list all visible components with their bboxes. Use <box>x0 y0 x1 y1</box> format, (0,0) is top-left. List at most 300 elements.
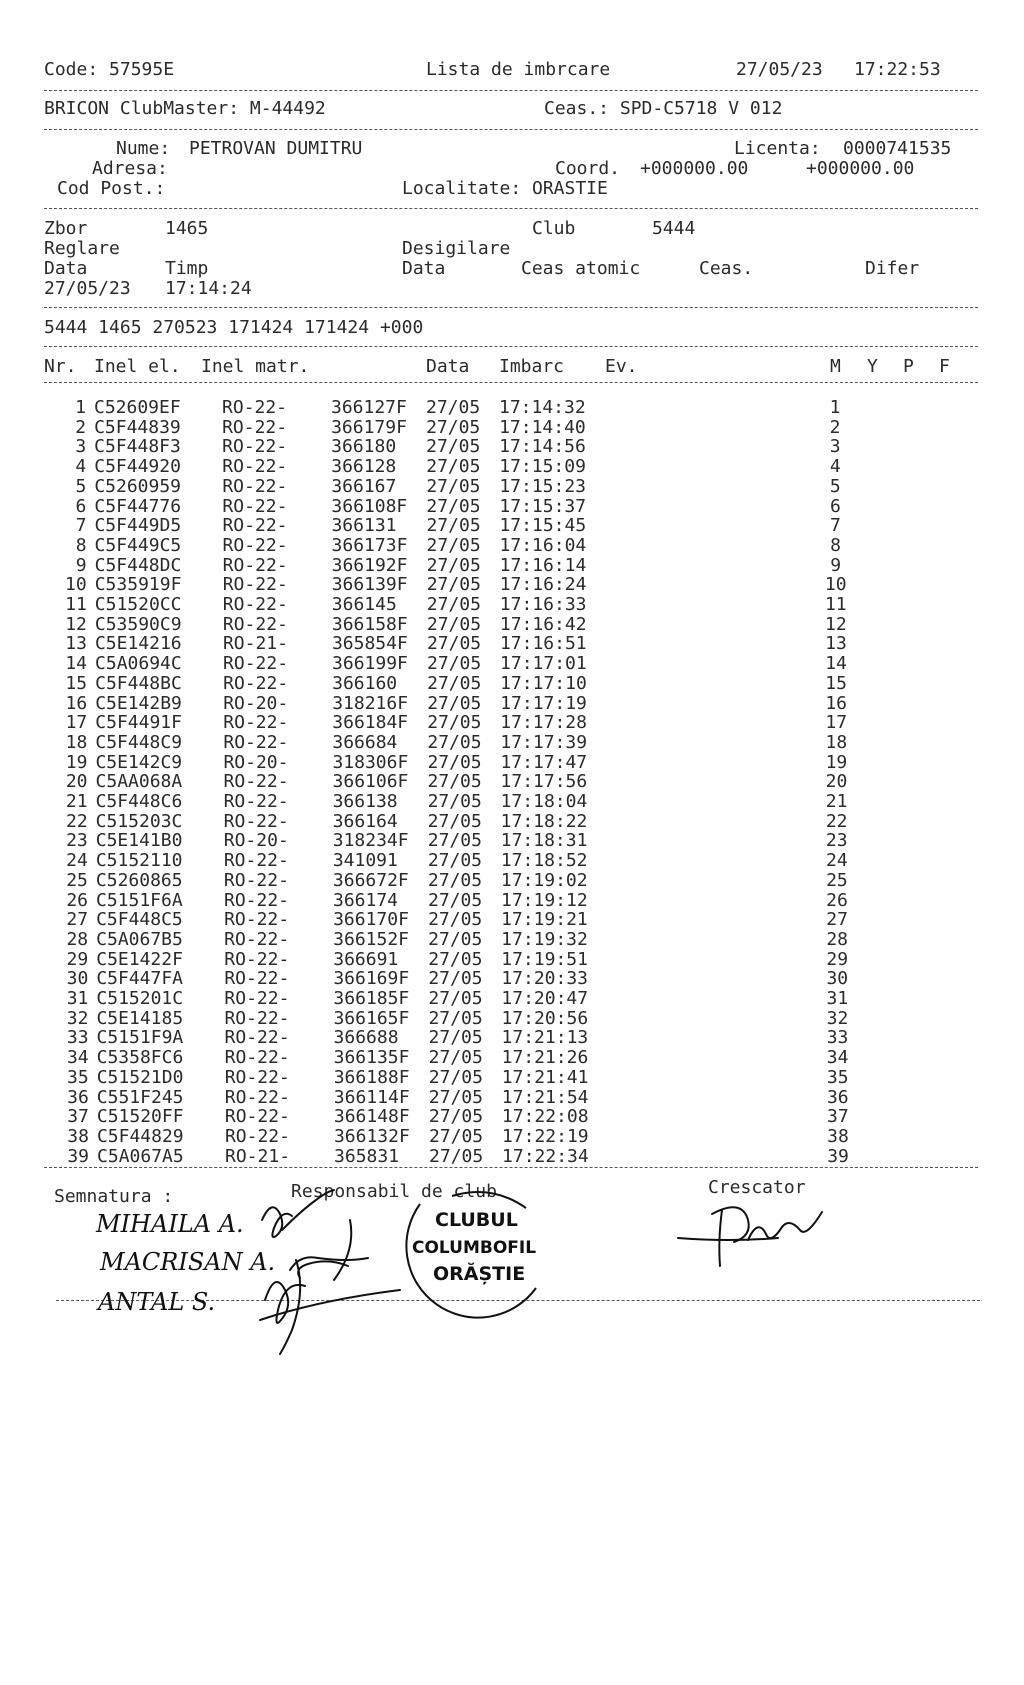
boarding-time: 17:17:28 <box>500 712 587 734</box>
row-number: 39 <box>67 1145 90 1167</box>
boarding-date: 27/05 <box>426 475 481 497</box>
locality-label: Localitate: <box>402 178 522 199</box>
electronic-ring: C5A0694C <box>95 653 182 675</box>
table-row <box>0 1009 1024 1029</box>
divider <box>44 346 978 347</box>
position-m: 4 <box>829 456 841 478</box>
summary-line: 5444 1465 270523 171424 171424 +000 <box>44 317 424 338</box>
boarding-time: 17:18:52 <box>500 850 588 872</box>
ring-serial: 365831 <box>334 1145 400 1167</box>
table-row <box>0 516 1024 536</box>
row-number: 19 <box>65 751 88 773</box>
position-m: 16 <box>825 692 848 714</box>
boarding-time: 17:15:37 <box>499 495 587 517</box>
setting-time: 17:14:24 <box>165 278 252 299</box>
position-m: 15 <box>825 672 847 694</box>
table-row <box>0 851 1024 871</box>
stamp-line-1: CLUBUL <box>435 1209 518 1231</box>
divider <box>44 1167 978 1168</box>
boarding-date: 27/05 <box>426 534 481 556</box>
position-m: 8 <box>830 534 841 556</box>
boarding-time: 17:21:54 <box>501 1086 589 1108</box>
date-label: Data <box>44 258 88 279</box>
license-label: Licenta: <box>734 138 821 159</box>
ring-country-year: RO-22- <box>223 791 289 812</box>
boarding-date: 27/05 <box>427 810 482 832</box>
boarding-time: 17:17:39 <box>500 731 588 753</box>
ring-country-year: RO-22- <box>222 534 288 556</box>
electronic-ring: C5260865 <box>95 869 183 891</box>
table-row <box>0 674 1024 694</box>
boarding-date: 27/05 <box>427 830 482 852</box>
locality-value: ORASTIE <box>532 178 608 199</box>
boarding-time: 17:19:32 <box>501 928 588 950</box>
table-row <box>0 1107 1024 1127</box>
ring-country-year: RO-22- <box>224 1106 290 1128</box>
ring-serial: 366108F <box>331 495 408 517</box>
electronic-ring: C5358FC6 <box>96 1047 184 1069</box>
boarding-time: 17:19:02 <box>500 869 588 891</box>
row-number: 15 <box>65 672 88 694</box>
ring-country-year: RO-22- <box>224 889 290 911</box>
owner-name: PETROVAN DUMITRU <box>189 138 363 159</box>
divider <box>44 307 978 308</box>
ring-country-year: RO-22- <box>224 968 290 990</box>
ring-country-year: RO-22- <box>222 416 288 438</box>
row-number: 35 <box>67 1066 89 1088</box>
ring-serial: 366188F <box>333 1066 410 1088</box>
atomic-clock-label: Ceas atomic <box>521 258 641 279</box>
ring-country-year: RO-22- <box>224 909 290 931</box>
ring-serial: 366688 <box>333 1027 399 1049</box>
table-row <box>0 536 1024 556</box>
table-row <box>0 654 1024 674</box>
position-m: 19 <box>825 751 848 773</box>
boarding-date: 27/05 <box>427 751 482 773</box>
boarding-time: 17:20:47 <box>501 988 589 1009</box>
ring-serial: 366167 <box>331 475 397 497</box>
handwritten-name-3: ANTAL S. <box>98 1288 216 1316</box>
position-m: 26 <box>826 889 848 911</box>
boarding-time: 17:20:33 <box>501 968 589 990</box>
document-title: Lista de imbrcare <box>426 59 611 80</box>
position-m: 29 <box>826 948 849 970</box>
electronic-ring: C5F448F3 <box>94 436 181 458</box>
boarding-time: 17:15:45 <box>499 515 587 537</box>
row-number: 3 <box>75 436 87 458</box>
row-number: 22 <box>65 810 88 832</box>
boarding-date: 27/05 <box>428 968 483 990</box>
divider <box>56 1300 980 1301</box>
col-header-y: Y <box>867 356 878 377</box>
electronic-ring: C51520CC <box>94 594 182 615</box>
position-m: 21 <box>825 791 848 812</box>
ring-serial: 318216F <box>332 692 409 714</box>
ring-serial: 318234F <box>332 830 409 852</box>
table-row <box>0 1088 1024 1108</box>
ring-serial: 341091 <box>332 850 398 872</box>
table-row <box>0 733 1024 753</box>
breeder-signature <box>678 1207 822 1266</box>
code-label: Code: 57595E <box>44 59 175 80</box>
table-row <box>0 595 1024 615</box>
signature-scribbles <box>260 1190 400 1354</box>
table-row <box>0 575 1024 595</box>
row-number: 28 <box>66 928 89 950</box>
electronic-ring: C5151F6A <box>96 889 183 911</box>
boarding-time: 17:22:34 <box>502 1145 589 1167</box>
clock-label: Ceas. <box>699 258 754 279</box>
boarding-time: 17:18:22 <box>500 810 588 832</box>
ring-serial: 366152F <box>333 928 410 950</box>
ring-serial: 366148F <box>333 1106 410 1128</box>
position-m: 31 <box>826 988 849 1009</box>
position-m: 7 <box>830 515 841 537</box>
ring-country-year: RO-22- <box>224 1047 290 1069</box>
position-m: 3 <box>829 436 841 458</box>
electronic-ring: C515201C <box>96 988 184 1009</box>
ring-country-year: RO-22- <box>222 613 288 635</box>
ring-country-year: RO-22- <box>223 810 289 832</box>
ring-country-year: RO-22- <box>224 1125 290 1147</box>
license-number: 0000741535 <box>843 138 952 159</box>
ring-serial: 366170F <box>333 909 409 931</box>
position-m: 9 <box>830 554 842 576</box>
position-m: 2 <box>829 416 841 438</box>
boarding-date: 27/05 <box>427 731 482 753</box>
position-m: 22 <box>825 810 848 832</box>
boarding-time: 17:20:56 <box>501 1007 589 1029</box>
ring-serial: 366114F <box>333 1086 410 1108</box>
position-m: 37 <box>827 1106 849 1128</box>
boarding-date: 27/05 <box>428 948 483 970</box>
row-number: 18 <box>65 731 88 753</box>
flight-label: Zbor <box>44 218 88 239</box>
boarding-date: 27/05 <box>428 889 483 911</box>
boarding-date: 27/05 <box>427 672 482 694</box>
electronic-ring: C5A067A5 <box>97 1145 184 1167</box>
flight-number: 1465 <box>165 218 209 239</box>
electronic-ring: C5E142C9 <box>95 751 183 773</box>
ring-serial: 366164 <box>332 810 398 832</box>
ring-serial: 366199F <box>332 653 408 675</box>
row-number: 4 <box>75 456 87 478</box>
boarding-date: 27/05 <box>427 771 482 793</box>
difference-label: Difer <box>865 258 920 279</box>
row-number: 21 <box>65 791 88 812</box>
ring-serial: 366135F <box>333 1047 410 1069</box>
ring-country-year: RO-20- <box>223 830 289 852</box>
electronic-ring: C5151F9A <box>96 1027 184 1049</box>
row-number: 12 <box>65 613 87 635</box>
boarding-time: 17:18:31 <box>500 830 588 852</box>
row-number: 9 <box>75 554 87 576</box>
ring-country-year: RO-22- <box>223 869 289 891</box>
electronic-ring: C5E142B9 <box>95 692 182 714</box>
boarding-date: 27/05 <box>426 574 481 596</box>
unseal-date-label: Data <box>402 258 446 279</box>
row-number: 11 <box>65 594 87 615</box>
boarding-date: 27/05 <box>427 791 482 812</box>
electronic-ring: C515203C <box>95 810 183 832</box>
boarding-date: 27/05 <box>427 850 483 872</box>
stamp-line-3: ORĂȘTIE <box>433 1263 526 1285</box>
ring-country-year: RO-22- <box>224 1027 290 1049</box>
ring-country-year: RO-22- <box>222 475 288 497</box>
position-m: 18 <box>825 731 848 753</box>
row-number: 33 <box>66 1027 89 1049</box>
ring-country-year: RO-22- <box>222 495 288 517</box>
coord-label: Coord. <box>555 158 621 179</box>
clock-id: Ceas.: SPD-C5718 V 012 <box>544 98 783 119</box>
ring-country-year: RO-22- <box>223 731 289 753</box>
table-row <box>0 713 1024 733</box>
col-header-p: P <box>903 356 914 377</box>
time-label: Timp <box>165 258 209 279</box>
electronic-ring: C5F449C5 <box>94 534 182 556</box>
boarding-date: 27/05 <box>426 554 481 576</box>
setting-label: Reglare <box>44 238 120 259</box>
electronic-ring: C535919F <box>94 574 182 596</box>
electronic-ring: C5260959 <box>94 475 182 497</box>
table-row <box>0 753 1024 773</box>
boarding-time: 17:16:14 <box>499 554 587 576</box>
position-m: 23 <box>825 830 848 852</box>
divider <box>44 208 978 209</box>
electronic-ring: C5F44829 <box>96 1125 184 1147</box>
ring-country-year: RO-22- <box>224 1086 290 1108</box>
ring-country-year: RO-22- <box>223 850 289 872</box>
ring-serial: 365854F <box>331 633 408 655</box>
ring-serial: 366169F <box>333 968 410 990</box>
ring-country-year: RO-22- <box>222 594 288 615</box>
ring-country-year: RO-22- <box>222 456 288 478</box>
boarding-time: 17:17:19 <box>500 692 587 714</box>
boarding-time: 17:16:04 <box>499 534 587 556</box>
electronic-ring: C551F245 <box>96 1086 184 1108</box>
col-header-f: F <box>939 356 950 377</box>
electronic-ring: C5E14216 <box>94 633 182 655</box>
electronic-ring: C5F449D5 <box>94 515 182 537</box>
boarding-time: 17:17:10 <box>500 672 587 694</box>
boarding-date: 27/05 <box>428 928 483 950</box>
electronic-ring: C5F448DC <box>94 554 182 576</box>
boarding-time: 17:17:01 <box>500 653 587 675</box>
boarding-time: 17:17:47 <box>500 751 588 773</box>
row-number: 27 <box>66 909 89 931</box>
table-row <box>0 634 1024 654</box>
position-m: 32 <box>826 1007 849 1029</box>
address-label: Adresa: <box>92 158 168 179</box>
row-number: 14 <box>65 653 88 675</box>
position-m: 24 <box>825 850 848 872</box>
boarding-date: 27/05 <box>427 712 482 734</box>
boarding-date: 27/05 <box>427 869 483 891</box>
col-header-registration-ring: Inel matr. <box>201 356 310 377</box>
boarding-time: 17:16:42 <box>499 613 587 635</box>
ring-serial: 366180 <box>331 436 397 458</box>
coord-y: +000000.00 <box>806 158 915 179</box>
boarding-date: 27/05 <box>428 909 483 931</box>
position-m: 20 <box>825 771 848 793</box>
row-number: 6 <box>75 495 87 517</box>
boarding-date: 27/05 <box>426 436 481 458</box>
stamp-line-2: COLUMBOFIL <box>412 1238 537 1258</box>
divider <box>44 90 978 91</box>
ring-serial: 366179F <box>331 416 407 438</box>
electronic-ring: C5152110 <box>95 850 183 872</box>
electronic-ring: C5F448C5 <box>96 909 183 931</box>
table-row <box>0 615 1024 635</box>
position-m: 12 <box>825 613 847 635</box>
boarding-time: 17:14:32 <box>499 397 586 418</box>
ring-country-year: RO-22- <box>223 771 289 793</box>
ring-serial: 366174 <box>333 889 399 911</box>
ring-country-year: RO-22- <box>222 574 288 596</box>
position-m: 25 <box>826 869 848 891</box>
boarding-date: 27/05 <box>428 988 483 1009</box>
table-row <box>0 477 1024 497</box>
table-row <box>0 1048 1024 1068</box>
electronic-ring: C5E14185 <box>96 1007 184 1029</box>
ring-country-year: RO-22- <box>224 948 290 970</box>
ring-serial: 366684 <box>332 731 398 753</box>
boarding-date: 27/05 <box>428 1007 483 1029</box>
boarding-date: 27/05 <box>427 653 482 675</box>
table-row <box>0 1127 1024 1147</box>
boarding-time: 17:14:40 <box>499 416 586 438</box>
boarding-date: 27/05 <box>428 1106 484 1128</box>
table-row <box>0 694 1024 714</box>
row-number: 26 <box>66 889 88 911</box>
position-m: 14 <box>825 653 847 675</box>
electronic-ring: C5F448C6 <box>95 791 183 812</box>
ring-serial: 366106F <box>332 771 409 793</box>
ring-country-year: RO-22- <box>224 1066 290 1088</box>
table-row <box>0 772 1024 792</box>
boarding-time: 17:16:24 <box>499 574 587 596</box>
ring-country-year: RO-21- <box>222 633 288 655</box>
ring-serial: 366691 <box>333 948 399 970</box>
boarding-time: 17:16:51 <box>499 633 587 655</box>
electronic-ring: C5F44920 <box>94 456 181 478</box>
table-row <box>0 910 1024 930</box>
ring-country-year: RO-22- <box>222 436 288 458</box>
row-number: 31 <box>66 988 89 1009</box>
print-date: 27/05/23 <box>736 59 823 80</box>
col-header-date: Data <box>426 356 470 377</box>
col-header-nr: Nr. <box>44 356 77 377</box>
handwritten-name-1: MIHAILA A. <box>96 1210 244 1238</box>
ring-country-year: RO-20- <box>223 751 289 773</box>
electronic-ring: C5F44776 <box>94 495 182 517</box>
boarding-date: 27/05 <box>426 594 481 615</box>
table-row <box>0 1028 1024 1048</box>
position-m: 1 <box>829 397 841 418</box>
electronic-ring: C5F44839 <box>94 416 181 438</box>
row-number: 16 <box>65 692 88 714</box>
ring-country-year: RO-22- <box>224 928 290 950</box>
position-m: 35 <box>826 1066 849 1088</box>
table-row <box>0 812 1024 832</box>
table-row <box>0 969 1024 989</box>
row-number: 37 <box>67 1106 89 1128</box>
table-row <box>0 556 1024 576</box>
boarding-date: 27/05 <box>428 1086 483 1108</box>
position-m: 34 <box>826 1047 849 1069</box>
row-number: 2 <box>75 416 87 438</box>
position-m: 10 <box>824 574 847 596</box>
ring-country-year: RO-22- <box>222 554 288 576</box>
row-number: 1 <box>75 397 86 418</box>
electronic-ring: C52609EF <box>94 397 181 418</box>
ring-serial: 366672F <box>332 869 409 891</box>
position-m: 6 <box>829 495 841 517</box>
position-m: 13 <box>825 633 847 655</box>
boarding-date: 27/05 <box>426 633 482 655</box>
ring-serial: 366138 <box>332 791 398 812</box>
ring-serial: 366160 <box>332 672 398 694</box>
electronic-ring: C5F448BC <box>95 672 182 694</box>
electronic-ring: C5AA068A <box>95 771 183 793</box>
electronic-ring: C5F4491F <box>95 712 182 734</box>
ring-country-year: RO-20- <box>223 692 289 714</box>
col-header-electronic-ring: Inel el. <box>94 356 181 377</box>
print-time: 17:22:53 <box>854 59 941 80</box>
col-header-event: Ev. <box>605 356 638 377</box>
boarding-date: 27/05 <box>428 1125 484 1147</box>
signature-label: Semnatura : <box>54 1186 174 1207</box>
electronic-ring: C5E1422F <box>96 948 183 970</box>
table-row <box>0 1147 1024 1167</box>
ring-serial: 366132F <box>333 1125 410 1147</box>
row-number: 38 <box>67 1125 89 1147</box>
ring-country-year: RO-22- <box>222 515 288 537</box>
col-header-boarding: Imbarc <box>499 356 565 377</box>
position-m: 30 <box>826 968 849 990</box>
ring-serial: 366158F <box>331 613 408 635</box>
boarding-date: 27/05 <box>428 1047 483 1069</box>
ring-country-year: RO-21- <box>225 1145 291 1167</box>
electronic-ring: C5A067B5 <box>96 928 183 950</box>
row-number: 32 <box>66 1007 89 1029</box>
ring-serial: 318306F <box>332 751 409 773</box>
table-row <box>0 1068 1024 1088</box>
table-row <box>0 437 1024 457</box>
ring-serial: 366139F <box>331 574 408 596</box>
row-number: 5 <box>75 475 87 497</box>
breeder-label: Crescator <box>708 1177 806 1198</box>
boarding-time: 17:19:21 <box>501 909 588 931</box>
ring-serial: 366192F <box>331 554 408 576</box>
boarding-date: 27/05 <box>426 613 482 635</box>
divider <box>44 382 978 383</box>
position-m: 33 <box>826 1027 849 1049</box>
ring-country-year: RO-22- <box>222 397 288 418</box>
electronic-ring: C51521D0 <box>96 1066 184 1088</box>
electronic-ring: C5F447FA <box>96 968 184 990</box>
table-row <box>0 989 1024 1009</box>
table-row <box>0 950 1024 970</box>
boarding-time: 17:22:08 <box>501 1106 589 1128</box>
position-m: 17 <box>825 712 848 734</box>
ring-serial: 366184F <box>332 712 409 734</box>
ring-country-year: RO-22- <box>223 672 289 694</box>
boarding-time: 17:15:09 <box>499 456 586 478</box>
ring-serial: 366145 <box>331 594 397 615</box>
position-m: 11 <box>824 594 847 615</box>
table-row <box>0 497 1024 517</box>
